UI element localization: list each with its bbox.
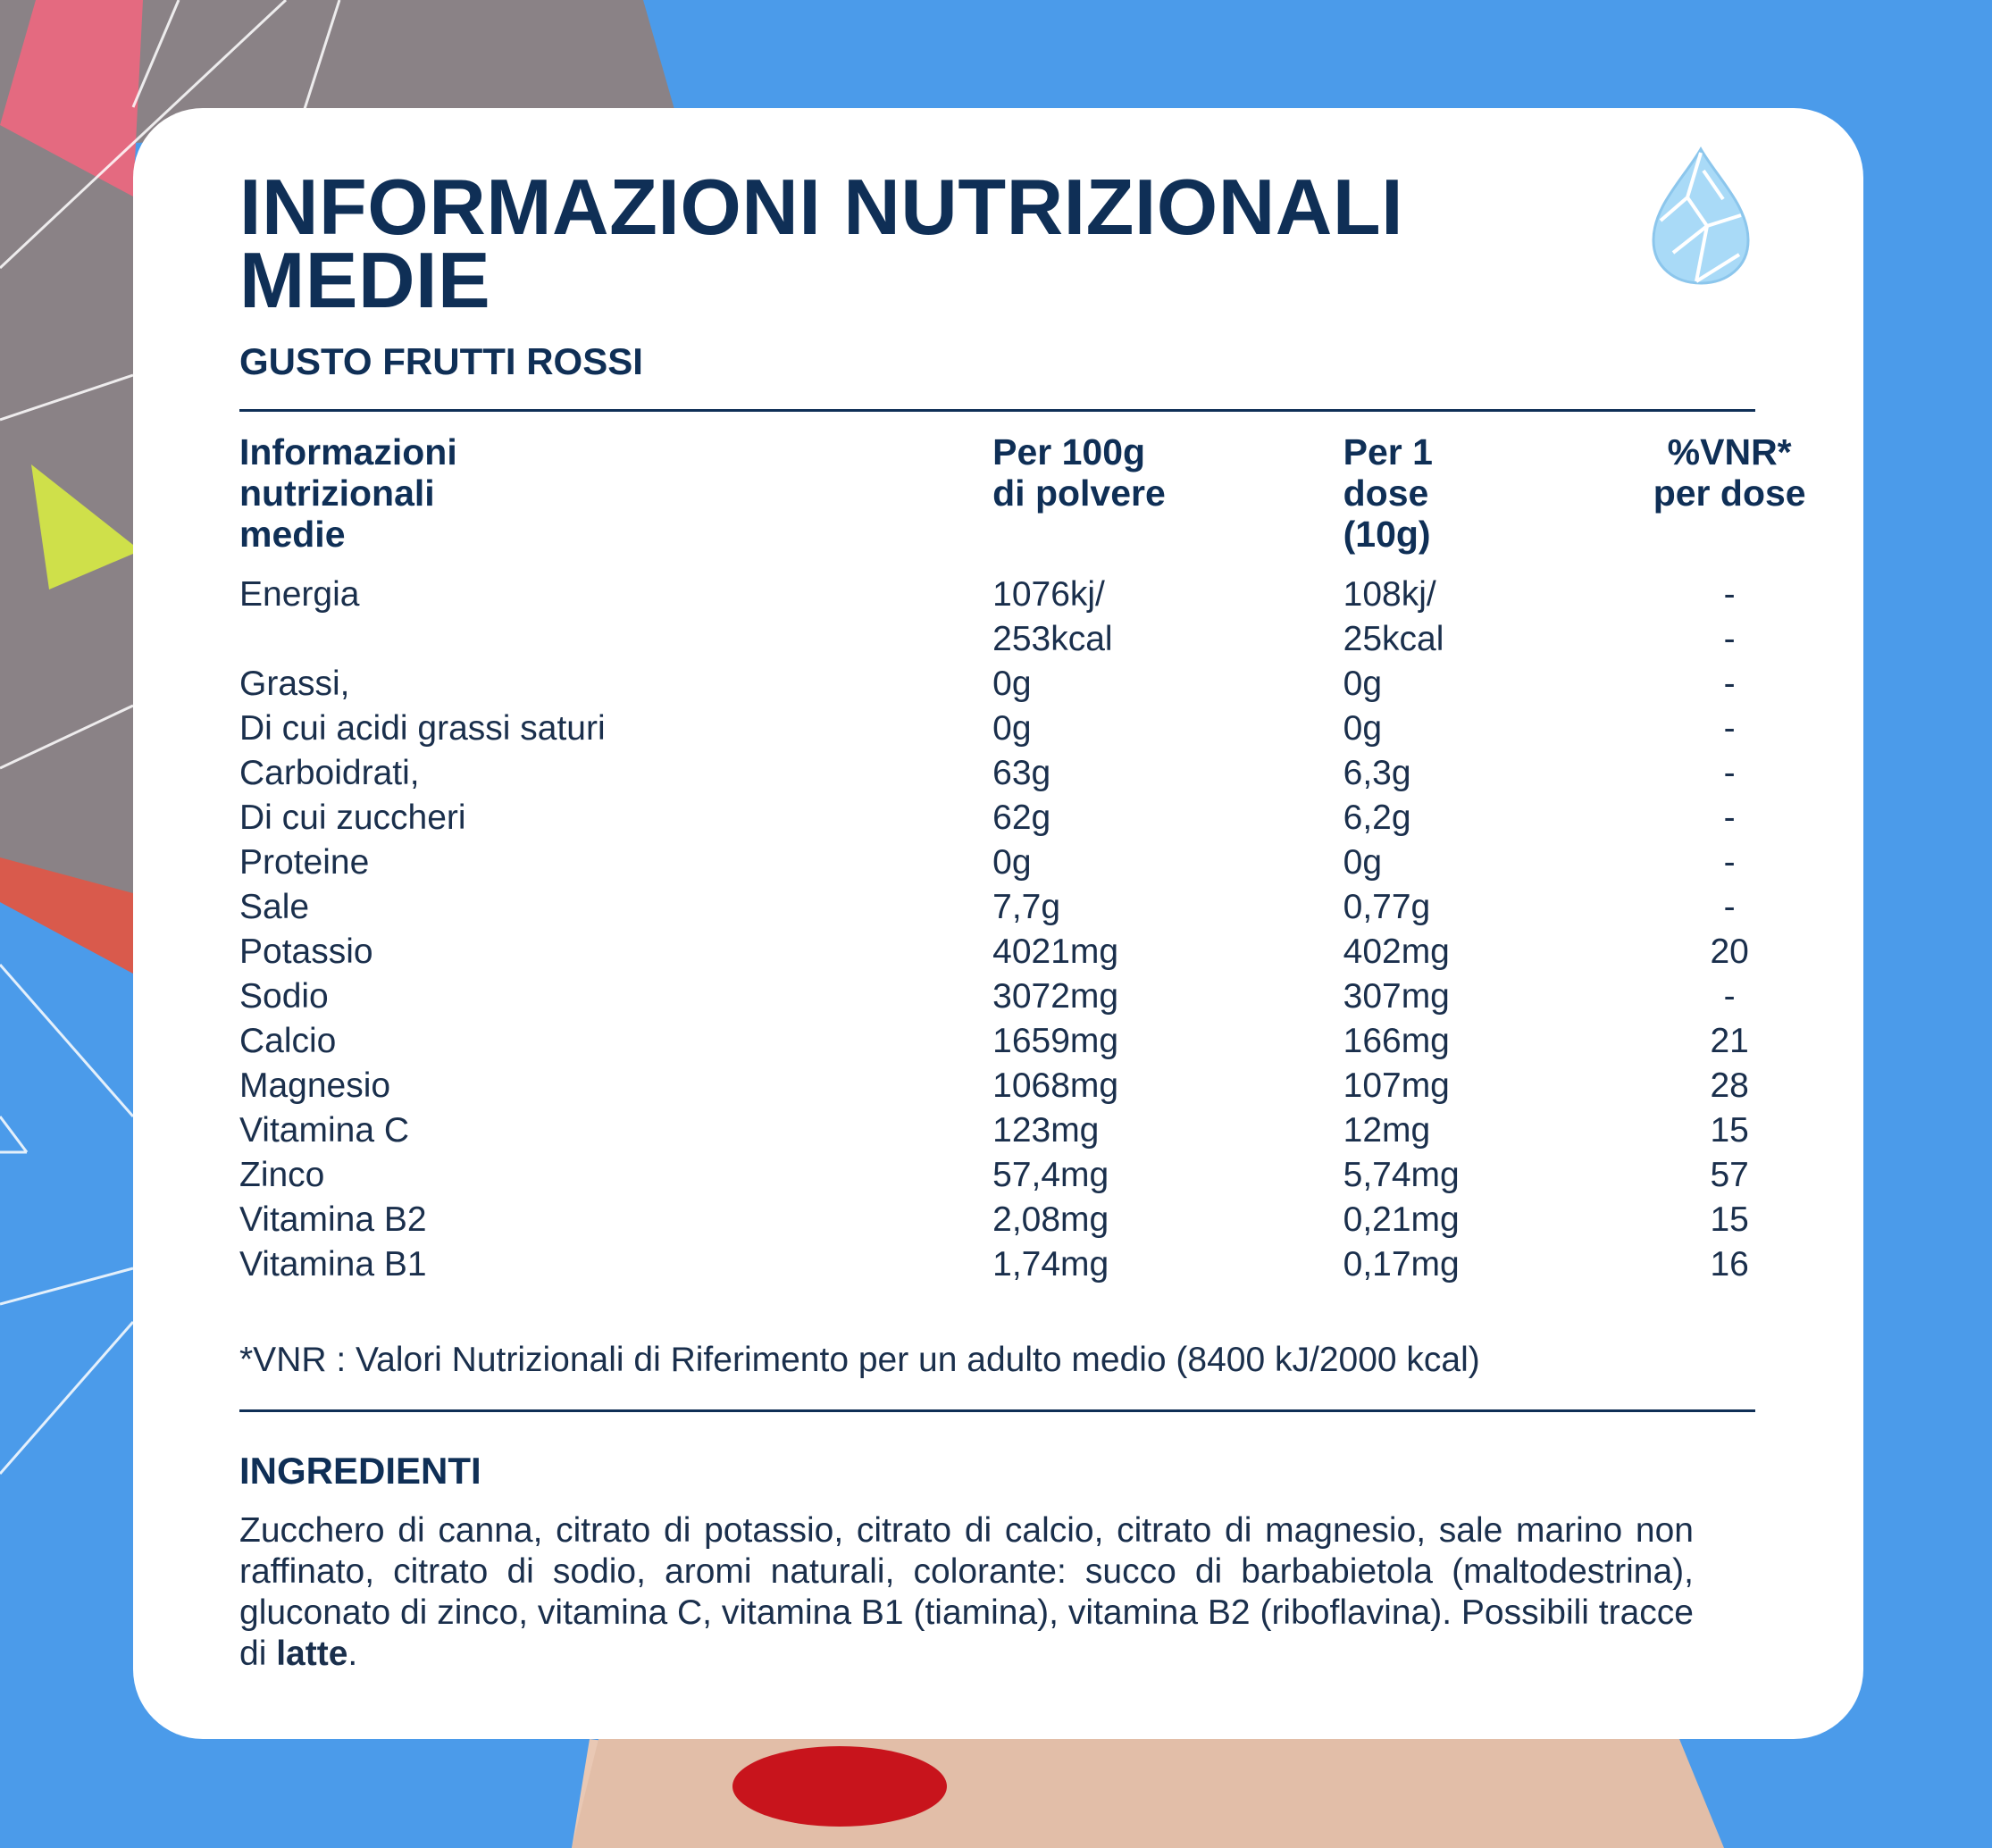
table-row bbox=[239, 707, 1863, 751]
table-row bbox=[239, 1019, 1863, 1064]
cell-per100: 123mg bbox=[992, 1111, 1100, 1150]
cell-name: Sodio bbox=[239, 977, 329, 1016]
cell-per100: 62g bbox=[992, 799, 1051, 837]
cell-vnr: 20 bbox=[1710, 932, 1749, 971]
table-row bbox=[239, 1064, 1863, 1108]
title-line-2: MEDIE bbox=[239, 236, 491, 324]
cell-per100: 253kcal bbox=[992, 620, 1113, 658]
cell-name: Potassio bbox=[239, 932, 373, 971]
table-row bbox=[239, 974, 1863, 1019]
cell-vnr: - bbox=[1723, 709, 1736, 748]
cell-perdose: 402mg bbox=[1343, 932, 1450, 971]
table-row bbox=[239, 930, 1863, 974]
cell-vnr: - bbox=[1723, 575, 1736, 614]
cell-perdose: 6,3g bbox=[1343, 754, 1411, 792]
cell-vnr: 57 bbox=[1710, 1156, 1749, 1194]
cell-name: Vitamina B1 bbox=[239, 1245, 427, 1284]
allergen-text: latte bbox=[276, 1635, 348, 1673]
ingredients-list: Zucchero di canna, citrato di potassio, citrato di calcio, citrato di magnesio, sale marino non raffinato, citrato di sodio, aromi naturali, colorante: succo di barbabietola (maltodestrina), gluconato di zinco, vitamina C, vitamina B1 (tiamina), vitamina B2 (riboflavina). Possibili tracce di bbox=[239, 1511, 1694, 1673]
cell-perdose: 107mg bbox=[1343, 1066, 1450, 1105]
cell-name: Grassi, bbox=[239, 665, 350, 703]
cell-vnr: - bbox=[1723, 754, 1736, 792]
cell-vnr: - bbox=[1723, 977, 1736, 1016]
cell-per100: 0g bbox=[992, 843, 1032, 882]
cell-perdose: 108kj/ bbox=[1343, 575, 1436, 614]
column-header-per100: Per 100g di polvere bbox=[992, 431, 1166, 514]
cell-name: Vitamina C bbox=[239, 1111, 410, 1150]
divider-bottom bbox=[239, 1409, 1755, 1412]
cell-vnr: - bbox=[1723, 843, 1736, 882]
cell-perdose: 0g bbox=[1343, 709, 1383, 748]
page-title bbox=[239, 163, 1404, 324]
column-header-perdose: Per 1 dose (10g) bbox=[1343, 431, 1433, 555]
table-row bbox=[239, 1198, 1863, 1242]
vnr-footnote: *VNR : Valori Nutrizionali di Riferimento per un adulto medio (8400 kJ/2000 kcal) bbox=[239, 1341, 1480, 1379]
cell-vnr: 15 bbox=[1710, 1111, 1749, 1150]
cell-perdose: 25kcal bbox=[1343, 620, 1444, 658]
ingredients-text bbox=[239, 1510, 1694, 1675]
fingernail-shape bbox=[732, 1746, 947, 1827]
cell-name: Zinco bbox=[239, 1156, 325, 1194]
cell-name: Di cui acidi grassi saturi bbox=[239, 709, 606, 748]
cell-per100: 0g bbox=[992, 709, 1032, 748]
table-row bbox=[239, 1108, 1863, 1153]
cell-per100: 57,4mg bbox=[992, 1156, 1109, 1194]
cell-per100: 2,08mg bbox=[992, 1200, 1109, 1239]
nutrition-card bbox=[133, 108, 1863, 1739]
cell-per100: 7,7g bbox=[992, 888, 1061, 926]
cell-name: Sale bbox=[239, 888, 310, 926]
cell-vnr: - bbox=[1723, 799, 1736, 837]
cell-vnr: - bbox=[1723, 888, 1736, 926]
column-header-name: Informazioni nutrizionali medie bbox=[239, 431, 457, 555]
column-header-vnr: %VNR* per dose bbox=[1653, 431, 1806, 514]
ingredients-heading: INGREDIENTI bbox=[239, 1450, 481, 1492]
cell-vnr: 21 bbox=[1710, 1022, 1749, 1060]
ingredients-end: . bbox=[347, 1635, 358, 1673]
cell-per100: 1,74mg bbox=[992, 1245, 1109, 1284]
cell-perdose: 307mg bbox=[1343, 977, 1450, 1016]
water-drop-icon bbox=[1652, 144, 1750, 287]
cell-perdose: 12mg bbox=[1343, 1111, 1431, 1150]
cell-perdose: 0,77g bbox=[1343, 888, 1431, 926]
table-row bbox=[239, 1242, 1863, 1287]
cell-vnr: 15 bbox=[1710, 1200, 1749, 1239]
cell-name: Energia bbox=[239, 575, 360, 614]
cell-vnr: 16 bbox=[1710, 1245, 1749, 1284]
table-row bbox=[239, 662, 1863, 707]
table-header-row bbox=[239, 431, 1863, 573]
table-row bbox=[239, 573, 1863, 617]
cell-per100: 63g bbox=[992, 754, 1051, 792]
cell-name: Magnesio bbox=[239, 1066, 391, 1105]
cell-per100: 3072mg bbox=[992, 977, 1119, 1016]
cell-perdose: 0,17mg bbox=[1343, 1245, 1460, 1284]
table-row bbox=[239, 885, 1863, 930]
cell-perdose: 0,21mg bbox=[1343, 1200, 1460, 1239]
cell-perdose: 166mg bbox=[1343, 1022, 1450, 1060]
cell-per100: 0g bbox=[992, 665, 1032, 703]
cell-name: Proteine bbox=[239, 843, 370, 882]
cell-name: Vitamina B2 bbox=[239, 1200, 427, 1239]
cell-perdose: 6,2g bbox=[1343, 799, 1411, 837]
cell-per100: 1068mg bbox=[992, 1066, 1119, 1105]
cell-vnr: 28 bbox=[1710, 1066, 1749, 1105]
divider-top bbox=[239, 409, 1755, 412]
table-row bbox=[239, 751, 1863, 796]
cell-per100: 1659mg bbox=[992, 1022, 1119, 1060]
table-row bbox=[239, 796, 1863, 840]
cell-vnr: - bbox=[1723, 665, 1736, 703]
cell-name: Carboidrati, bbox=[239, 754, 420, 792]
nutrition-table bbox=[239, 431, 1863, 1287]
table-row bbox=[239, 840, 1863, 885]
cell-name bbox=[239, 617, 992, 662]
cell-perdose: 0g bbox=[1343, 665, 1383, 703]
table-row bbox=[239, 1153, 1863, 1198]
cell-vnr: - bbox=[1723, 620, 1736, 658]
flavor-subtitle: GUSTO FRUTTI ROSSI bbox=[239, 340, 643, 382]
cell-per100: 1076kj/ bbox=[992, 575, 1105, 614]
title-line-1: INFORMAZIONI NUTRIZIONALI bbox=[239, 163, 1404, 251]
table-row bbox=[239, 617, 1863, 662]
cell-name: Di cui zuccheri bbox=[239, 799, 466, 837]
cell-name: Calcio bbox=[239, 1022, 337, 1060]
cell-perdose: 5,74mg bbox=[1343, 1156, 1460, 1194]
cell-perdose: 0g bbox=[1343, 843, 1383, 882]
cell-per100: 4021mg bbox=[992, 932, 1119, 971]
